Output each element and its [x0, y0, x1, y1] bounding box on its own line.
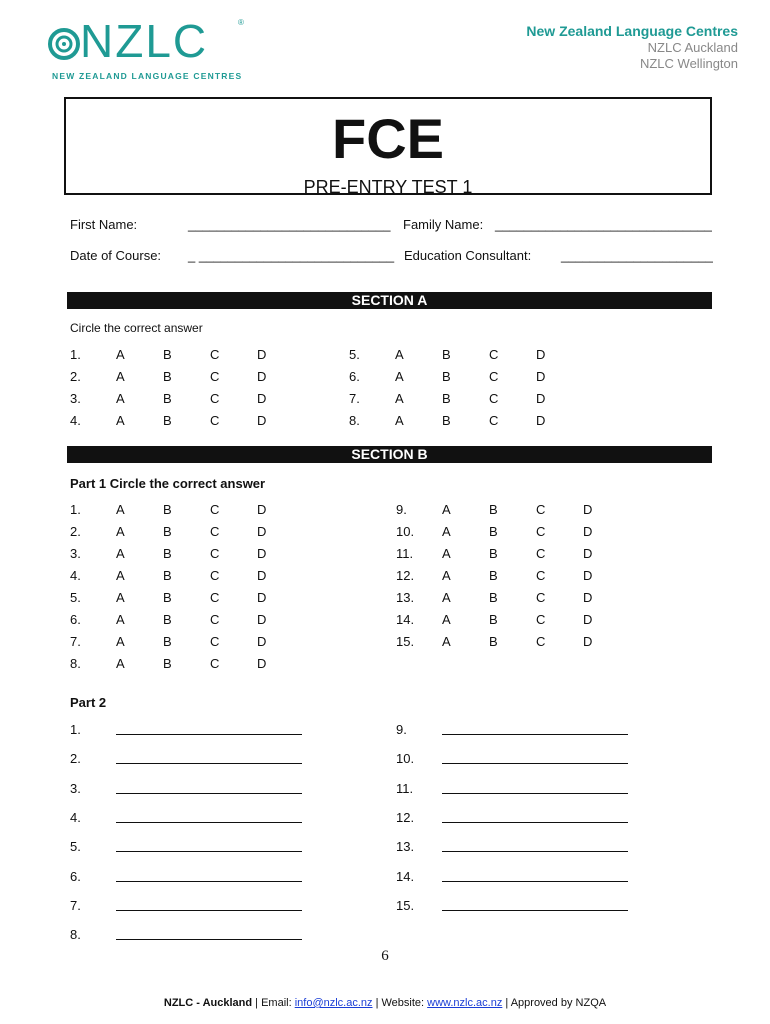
- answer-option-a[interactable]: A: [116, 413, 125, 428]
- org-location-wellington: NZLC Wellington: [639, 56, 738, 71]
- question-number: 3.: [70, 546, 81, 561]
- answer-option-a[interactable]: A: [442, 590, 451, 605]
- question-number: 1.: [70, 347, 81, 362]
- answer-option-a[interactable]: A: [116, 634, 125, 649]
- footer-sep-website: | Website:: [372, 997, 428, 1009]
- footer: [0, 997, 770, 1009]
- answer-option-c[interactable]: C: [536, 612, 546, 627]
- question-number: 14.: [396, 612, 415, 627]
- question-number: 12.: [396, 568, 415, 583]
- date-of-course-field[interactable]: _ ___________________________: [188, 248, 395, 263]
- answer-option-c[interactable]: C: [210, 568, 220, 583]
- answer-option-a[interactable]: A: [116, 347, 125, 362]
- question-number: 8.: [70, 927, 81, 943]
- question-number: 4.: [70, 413, 81, 428]
- answer-option-c[interactable]: C: [210, 391, 220, 406]
- question-number: 6.: [70, 612, 81, 627]
- answer-option-b[interactable]: B: [442, 347, 451, 362]
- answer-option-c[interactable]: C: [489, 413, 499, 428]
- question-number: 10.: [396, 524, 415, 539]
- answer-line[interactable]: [116, 762, 302, 764]
- section-a-header: SECTION A: [67, 292, 712, 309]
- answer-option-b[interactable]: B: [163, 524, 172, 539]
- question-number: 11.: [396, 780, 414, 796]
- answer-option-c[interactable]: C: [489, 347, 499, 362]
- answer-option-c[interactable]: C: [536, 568, 546, 583]
- answer-option-a[interactable]: A: [395, 369, 404, 384]
- question-number: 9.: [396, 722, 407, 737]
- answer-option-d[interactable]: D: [257, 568, 267, 583]
- question-number: 5.: [349, 347, 360, 362]
- question-number: 4.: [70, 809, 81, 825]
- question-number: 7.: [349, 391, 360, 406]
- family-name-field[interactable]: ______________________________: [495, 217, 712, 232]
- answer-option-a[interactable]: A: [395, 391, 404, 406]
- question-number: 12.: [396, 809, 415, 825]
- answer-option-d[interactable]: D: [257, 502, 267, 517]
- first-name-label: First Name:: [70, 217, 138, 232]
- answer-line[interactable]: [116, 880, 302, 882]
- answer-option-a[interactable]: A: [395, 347, 404, 362]
- answer-option-a[interactable]: A: [116, 656, 125, 671]
- answer-option-b[interactable]: B: [489, 502, 498, 517]
- answer-option-b[interactable]: B: [163, 369, 172, 384]
- question-number: 1.: [70, 722, 81, 737]
- answer-option-b[interactable]: B: [163, 391, 172, 406]
- answer-option-c[interactable]: C: [210, 656, 220, 671]
- question-number: 2.: [70, 369, 81, 384]
- answer-option-a[interactable]: A: [442, 612, 451, 627]
- answer-option-b[interactable]: B: [163, 612, 172, 627]
- page-title: FCE: [332, 107, 444, 170]
- answer-option-d[interactable]: D: [536, 369, 546, 384]
- answer-line[interactable]: [442, 909, 628, 911]
- answer-option-d[interactable]: D: [257, 546, 267, 561]
- section-a-instruction: Circle the correct answer: [70, 321, 203, 335]
- answer-option-c[interactable]: C: [536, 546, 546, 561]
- answer-line[interactable]: [116, 733, 302, 735]
- section-b-header: SECTION B: [67, 446, 712, 463]
- answer-option-d[interactable]: D: [257, 347, 267, 362]
- answer-option-d[interactable]: D: [257, 413, 267, 428]
- answer-option-d[interactable]: D: [583, 546, 593, 561]
- answer-option-a[interactable]: A: [116, 546, 125, 561]
- answer-option-c[interactable]: C: [536, 590, 546, 605]
- question-number: 8.: [70, 656, 81, 671]
- answer-option-b[interactable]: B: [489, 546, 498, 561]
- question-number: 14.: [396, 868, 415, 884]
- answer-option-d[interactable]: D: [257, 634, 267, 649]
- answer-option-b[interactable]: B: [489, 590, 498, 605]
- date-of-course-label: Date of Course:: [70, 248, 162, 263]
- answer-option-a[interactable]: A: [116, 369, 125, 384]
- answer-line[interactable]: [442, 762, 628, 764]
- answer-option-a[interactable]: A: [116, 502, 125, 517]
- question-number: 5.: [70, 590, 81, 605]
- answer-line[interactable]: [442, 733, 628, 735]
- answer-option-d[interactable]: D: [536, 347, 546, 362]
- answer-option-c[interactable]: C: [210, 502, 220, 517]
- logo-wordmark: NZLC: [80, 15, 209, 67]
- answer-option-a[interactable]: A: [116, 524, 125, 539]
- footer-approval: | Approved by NZQA: [502, 997, 607, 1009]
- footer-email-link[interactable]: info@nzlc.ac.nz: [294, 997, 373, 1009]
- answer-option-b[interactable]: B: [489, 634, 498, 649]
- answer-option-d[interactable]: D: [583, 568, 593, 583]
- answer-option-b[interactable]: B: [442, 391, 451, 406]
- answer-option-d[interactable]: D: [257, 391, 267, 406]
- answer-line[interactable]: [116, 850, 302, 852]
- question-number: 7.: [70, 634, 81, 649]
- answer-option-c[interactable]: C: [210, 590, 220, 605]
- logo-registered-mark: ®: [238, 18, 244, 27]
- answer-option-d[interactable]: D: [583, 502, 593, 517]
- answer-option-b[interactable]: B: [163, 656, 172, 671]
- family-name-label: Family Name:: [403, 217, 484, 232]
- answer-line[interactable]: [442, 850, 628, 852]
- question-number: 2.: [70, 524, 81, 539]
- answer-option-d[interactable]: D: [583, 590, 593, 605]
- answer-line[interactable]: [442, 792, 628, 794]
- org-location-auckland: NZLC Auckland: [647, 40, 738, 55]
- answer-option-d[interactable]: D: [583, 634, 593, 649]
- answer-option-a[interactable]: A: [442, 568, 451, 583]
- answer-option-d[interactable]: D: [257, 369, 267, 384]
- answer-option-d[interactable]: D: [257, 524, 267, 539]
- question-number: 3.: [70, 780, 81, 796]
- answer-option-d[interactable]: D: [583, 612, 593, 627]
- answer-option-b[interactable]: B: [489, 524, 498, 539]
- answer-option-c[interactable]: C: [536, 524, 546, 539]
- answer-option-c[interactable]: C: [210, 612, 220, 627]
- answer-option-d[interactable]: D: [257, 590, 267, 605]
- answer-option-b[interactable]: B: [442, 369, 451, 384]
- answer-option-c[interactable]: C: [210, 347, 220, 362]
- answer-option-d[interactable]: D: [536, 391, 546, 406]
- answer-line[interactable]: [442, 821, 628, 823]
- question-number: 11.: [396, 546, 414, 561]
- footer-website-link[interactable]: www.nzlc.ac.nz: [427, 997, 503, 1009]
- question-number: 5.: [70, 839, 81, 855]
- answer-option-a[interactable]: A: [116, 590, 125, 605]
- answer-option-b[interactable]: B: [489, 568, 498, 583]
- answer-line[interactable]: [116, 821, 302, 823]
- answer-option-a[interactable]: A: [442, 546, 451, 561]
- answer-option-c[interactable]: C: [536, 502, 546, 517]
- question-number: 4.: [70, 568, 81, 583]
- answer-option-d[interactable]: D: [257, 612, 267, 627]
- logo-swirl-icon: [48, 24, 80, 64]
- answer-option-c[interactable]: C: [210, 546, 220, 561]
- answer-option-c[interactable]: C: [210, 413, 220, 428]
- answer-option-a[interactable]: A: [116, 391, 125, 406]
- answer-line[interactable]: [116, 909, 302, 911]
- answer-option-c[interactable]: C: [210, 634, 220, 649]
- answer-option-a[interactable]: A: [116, 612, 125, 627]
- section-b-part1-title: Part 1 Circle the correct answer: [70, 476, 266, 491]
- answer-option-d[interactable]: D: [583, 524, 593, 539]
- answer-option-b[interactable]: B: [442, 413, 451, 428]
- answer-option-c[interactable]: C: [489, 391, 499, 406]
- answer-option-b[interactable]: B: [163, 502, 172, 517]
- question-number: 1.: [70, 502, 81, 517]
- answer-option-a[interactable]: A: [395, 413, 404, 428]
- question-number: 13.: [396, 590, 415, 605]
- question-number: 6.: [349, 369, 360, 384]
- title-box: [64, 97, 712, 195]
- answer-option-a[interactable]: A: [442, 634, 451, 649]
- answer-option-d[interactable]: D: [536, 413, 546, 428]
- page-number: 6: [381, 948, 389, 964]
- answer-option-b[interactable]: B: [163, 413, 172, 428]
- question-number: 10.: [396, 751, 415, 767]
- answer-option-a[interactable]: A: [442, 524, 451, 539]
- answer-line[interactable]: [442, 880, 628, 882]
- answer-option-c[interactable]: C: [536, 634, 546, 649]
- section-b-part2-title: Part 2: [70, 695, 107, 710]
- footer-sep-email: | Email:: [252, 997, 295, 1009]
- answer-line[interactable]: [116, 792, 302, 794]
- question-number: 15.: [396, 897, 415, 913]
- question-number: 9.: [396, 502, 407, 517]
- question-number: 3.: [70, 391, 81, 406]
- education-consultant-label: Education Consultant:: [404, 248, 532, 263]
- answer-option-c[interactable]: C: [489, 369, 499, 384]
- question-number: 13.: [396, 839, 415, 855]
- answer-option-b[interactable]: B: [163, 347, 172, 362]
- page-subtitle: PRE-ENTRY TEST 1: [303, 177, 473, 197]
- footer-org: NZLC - Auckland: [163, 997, 253, 1009]
- question-number: 15.: [396, 634, 415, 649]
- answer-line[interactable]: [116, 938, 302, 940]
- answer-option-b[interactable]: B: [163, 568, 172, 583]
- question-number: 6.: [70, 868, 81, 884]
- education-consultant-field[interactable]: _____________________: [561, 248, 713, 263]
- org-name: New Zealand Language Centres: [526, 23, 738, 39]
- logo-tagline: NEW ZEALAND LANGUAGE CENTRES: [52, 71, 243, 81]
- answer-option-b[interactable]: B: [489, 612, 498, 627]
- answer-option-b[interactable]: B: [163, 634, 172, 649]
- answer-option-a[interactable]: A: [116, 568, 125, 583]
- answer-option-b[interactable]: B: [163, 546, 172, 561]
- answer-option-d[interactable]: D: [257, 656, 267, 671]
- question-number: 8.: [349, 413, 360, 428]
- question-number: 7.: [70, 897, 81, 913]
- answer-option-c[interactable]: C: [210, 524, 220, 539]
- answer-option-c[interactable]: C: [210, 369, 220, 384]
- first-name-field[interactable]: ____________________________: [188, 217, 391, 232]
- question-number: 2.: [70, 751, 81, 767]
- answer-option-b[interactable]: B: [163, 590, 172, 605]
- answer-option-a[interactable]: A: [442, 502, 451, 517]
